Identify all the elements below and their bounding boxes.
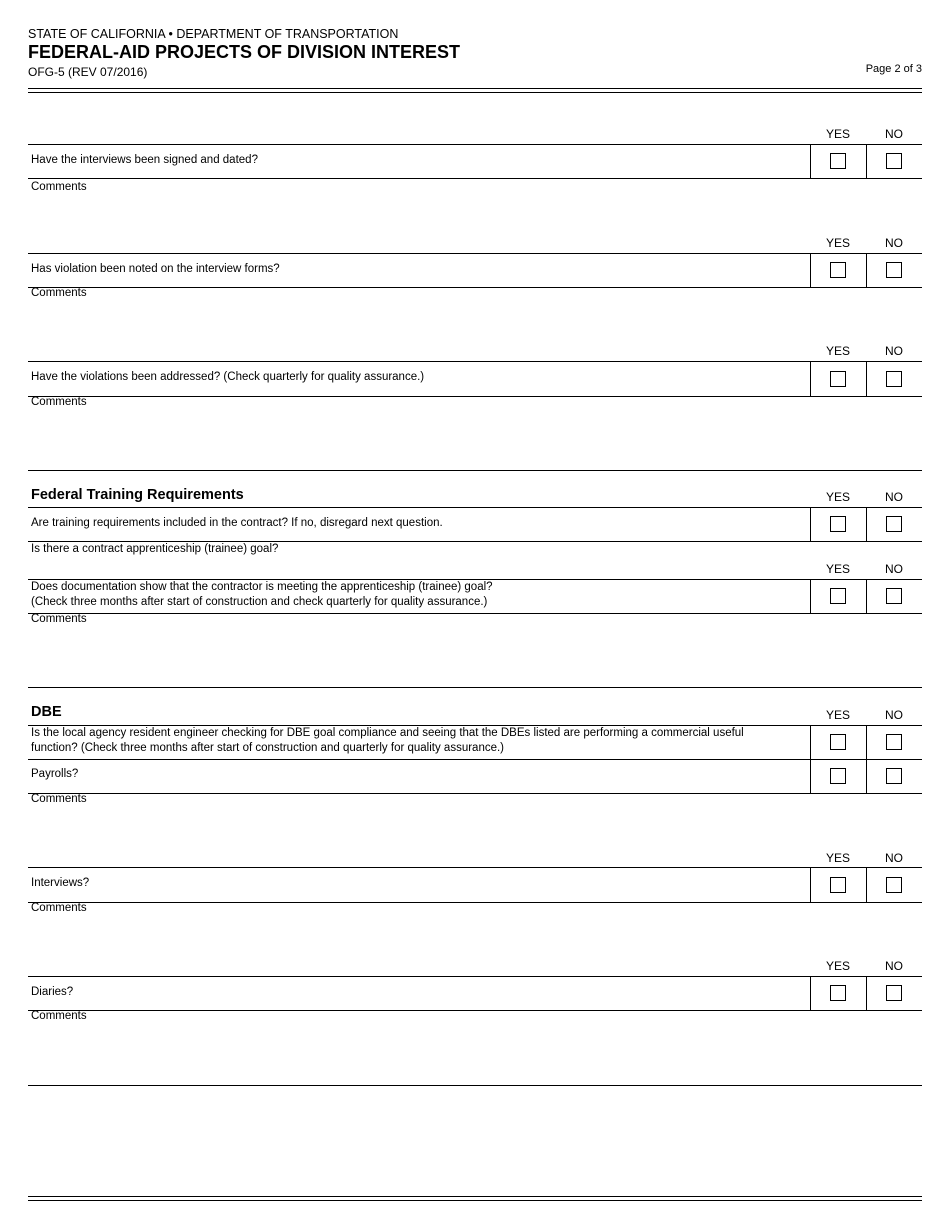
no-header: NO xyxy=(885,562,903,576)
comments-label: Comments xyxy=(31,902,87,914)
yes-header: YES xyxy=(825,236,850,250)
question-line: (Check three months after start of construction and check quarterly for quality assurance.) xyxy=(31,596,488,608)
column-divider xyxy=(810,361,811,396)
row-border xyxy=(28,287,922,288)
question-apprenticeship-goal: Is there a contract apprenticeship (trainee) goal? xyxy=(31,543,279,555)
section-divider xyxy=(28,687,922,688)
yes-header: YES xyxy=(825,344,850,358)
yes-checkbox[interactable] xyxy=(830,153,846,169)
column-divider xyxy=(810,579,811,613)
question-interviews: Interviews? xyxy=(31,877,90,889)
column-divider xyxy=(810,867,811,902)
column-divider xyxy=(810,253,811,287)
yes-header: YES xyxy=(825,708,850,722)
column-divider xyxy=(866,144,867,178)
question-documentation-goal xyxy=(31,580,493,610)
row-border xyxy=(28,396,922,397)
no-checkbox[interactable] xyxy=(886,153,902,169)
comments-label: Comments xyxy=(31,1010,87,1022)
column-divider xyxy=(866,976,867,1010)
column-divider xyxy=(810,144,811,178)
question-interviews-signed: Have the interviews been signed and dated? xyxy=(31,154,258,166)
comments-label: Comments xyxy=(31,181,87,193)
form-title: FEDERAL-AID PROJECTS OF DIVISION INTEREST xyxy=(28,42,461,62)
row-border xyxy=(28,759,922,760)
header-rule-bottom xyxy=(28,92,922,93)
section-divider xyxy=(28,1085,922,1086)
question-payrolls: Payrolls? xyxy=(31,768,79,780)
no-checkbox[interactable] xyxy=(886,734,902,750)
no-header: NO xyxy=(885,708,903,722)
yes-header: YES xyxy=(825,562,850,576)
column-divider xyxy=(866,253,867,287)
question-diaries: Diaries? xyxy=(31,986,74,998)
section-divider xyxy=(28,470,922,471)
yes-header: YES xyxy=(825,127,850,141)
yes-checkbox[interactable] xyxy=(830,768,846,784)
form-id: OFG-5 (REV 07/2016) xyxy=(28,65,148,79)
no-header: NO xyxy=(885,127,903,141)
column-divider xyxy=(866,867,867,902)
yes-checkbox[interactable] xyxy=(830,262,846,278)
row-border xyxy=(28,178,922,179)
no-header: NO xyxy=(885,959,903,973)
yes-checkbox[interactable] xyxy=(830,588,846,604)
question-violation-noted: Has violation been noted on the interview forms? xyxy=(31,263,280,275)
yes-header: YES xyxy=(825,490,850,504)
yes-checkbox[interactable] xyxy=(830,877,846,893)
yes-checkbox[interactable] xyxy=(830,516,846,532)
footer-rule-bottom xyxy=(28,1200,922,1201)
footer-rule-top xyxy=(28,1196,922,1197)
comments-label: Comments xyxy=(31,793,87,805)
comments-label: Comments xyxy=(31,287,87,299)
yes-header: YES xyxy=(825,959,850,973)
column-divider xyxy=(866,507,867,541)
column-divider xyxy=(810,507,811,541)
row-border xyxy=(28,1010,922,1011)
no-checkbox[interactable] xyxy=(886,588,902,604)
column-divider xyxy=(866,361,867,396)
row-border xyxy=(28,613,922,614)
yes-checkbox[interactable] xyxy=(830,985,846,1001)
question-line: Does documentation show that the contractor is meeting the apprenticeship (trainee) goal? xyxy=(31,581,493,593)
question-violations-addressed: Have the violations been addressed? (Check quarterly for quality assurance.) xyxy=(31,371,425,383)
column-divider xyxy=(810,976,811,1010)
section-title-training: Federal Training Requirements xyxy=(31,487,244,503)
row-border xyxy=(28,867,922,868)
no-header: NO xyxy=(885,490,903,504)
page-number: Page 2 of 3 xyxy=(865,63,922,75)
question-training-included: Are training requirements included in the contract? If no, disregard next question. xyxy=(31,517,443,529)
row-border xyxy=(28,793,922,794)
yes-checkbox[interactable] xyxy=(830,734,846,750)
no-header: NO xyxy=(885,344,903,358)
no-checkbox[interactable] xyxy=(886,768,902,784)
no-checkbox[interactable] xyxy=(886,371,902,387)
question-dbe-compliance xyxy=(31,726,744,756)
section-title-dbe: DBE xyxy=(31,704,62,720)
comments-label: Comments xyxy=(31,396,87,408)
no-header: NO xyxy=(885,851,903,865)
yes-checkbox[interactable] xyxy=(830,371,846,387)
row-border xyxy=(28,902,922,903)
row-border xyxy=(28,144,922,145)
no-checkbox[interactable] xyxy=(886,877,902,893)
no-checkbox[interactable] xyxy=(886,262,902,278)
row-border xyxy=(28,976,922,977)
row-border xyxy=(28,361,922,362)
header-rule-top xyxy=(28,88,922,89)
question-line: function? (Check three months after start of construction and quarterly for quality assurance.) xyxy=(31,742,505,754)
no-header: NO xyxy=(885,236,903,250)
column-divider xyxy=(866,579,867,613)
no-checkbox[interactable] xyxy=(886,516,902,532)
agency-line: STATE OF CALIFORNIA • DEPARTMENT OF TRANSPORTATION xyxy=(28,27,399,41)
yes-header: YES xyxy=(825,851,850,865)
row-border xyxy=(28,507,922,508)
row-border xyxy=(28,253,922,254)
comments-label: Comments xyxy=(31,613,87,625)
question-line: Is the local agency resident engineer checking for DBE goal compliance and seeing that the DBEs listed are performing a commercial useful xyxy=(31,727,744,739)
no-checkbox[interactable] xyxy=(886,985,902,1001)
